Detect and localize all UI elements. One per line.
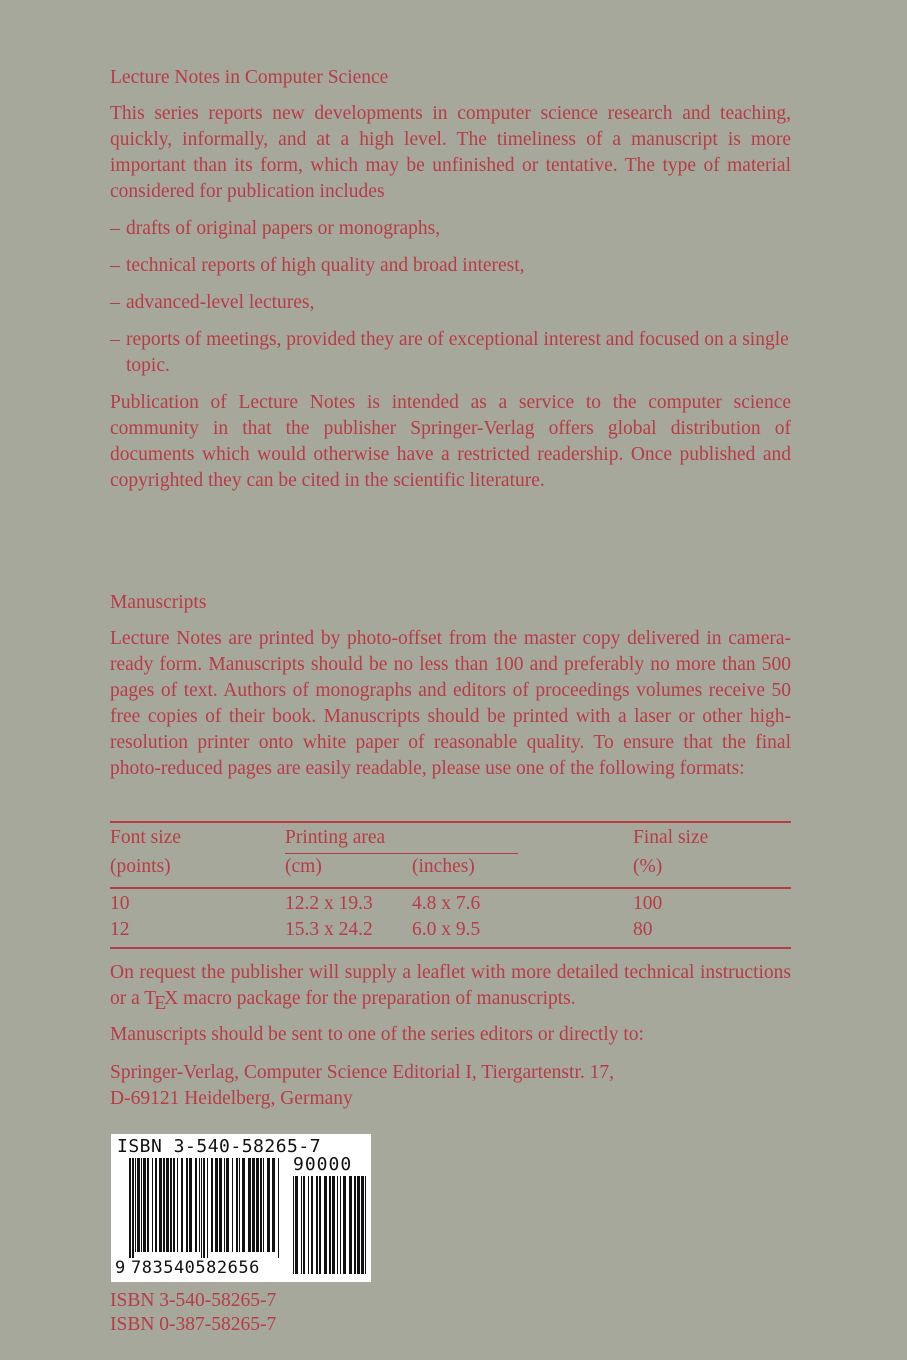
barcode-bar — [173, 1158, 175, 1252]
instructions-section — [110, 960, 791, 1112]
barcode-bar — [242, 1158, 245, 1252]
barcode-bar — [141, 1158, 142, 1252]
barcode-bar — [137, 1158, 140, 1252]
barcode-bar — [343, 1176, 346, 1274]
printing-area-rule — [285, 853, 518, 854]
barcode-addon-digits: 90000 — [293, 1154, 353, 1175]
table-cell: 6.0 x 9.5 — [412, 919, 481, 940]
barcode-bar — [316, 1176, 318, 1274]
addon-bars — [293, 1176, 366, 1274]
barcode-bar — [189, 1158, 192, 1252]
list-item: – advanced-level lectures, — [110, 292, 315, 313]
barcode-bar — [195, 1158, 197, 1252]
barcode-bar — [224, 1158, 225, 1252]
barcode-bar — [170, 1158, 172, 1252]
barcode-bar — [177, 1158, 178, 1252]
barcode-bar — [332, 1176, 335, 1274]
leaflet-note: On request the publisher will supply a leaflet with more detailed technical instructions or a TEX macro package for the preparation of manuscripts. — [110, 962, 791, 1014]
barcode-bar — [132, 1158, 134, 1258]
barcode-bar — [340, 1176, 341, 1274]
barcode-bar — [329, 1176, 331, 1274]
table-bottom-rule — [110, 947, 791, 949]
list-item: – technical reports of high quality and broad interest, — [110, 255, 525, 276]
barcode-bar — [201, 1158, 202, 1258]
table-cell: 4.8 x 7.6 — [412, 893, 481, 914]
barcode-bar — [301, 1176, 302, 1274]
formats-table — [110, 821, 791, 949]
table-cell: 15.3 x 24.2 — [285, 919, 373, 940]
barcode-bar — [361, 1176, 364, 1274]
barcode-label — [111, 1134, 371, 1282]
barcode-bar — [303, 1176, 305, 1274]
table-cell: 10 — [110, 893, 130, 914]
barcode-bar — [143, 1158, 146, 1252]
barcode-bar — [211, 1158, 213, 1252]
barcode-bar — [129, 1158, 131, 1258]
barcode-bar — [308, 1176, 309, 1274]
isbn-list — [110, 1289, 276, 1337]
barcode-bar — [147, 1158, 149, 1252]
list-item: – drafts of original papers or monographs, — [110, 218, 441, 239]
barcode-bar — [181, 1158, 183, 1252]
barcode-bar — [239, 1158, 240, 1252]
barcode-bar — [267, 1158, 270, 1252]
barcode-bar — [186, 1158, 188, 1252]
header-font-size: Font size — [110, 827, 181, 848]
barcode-bar — [207, 1158, 208, 1258]
isbn-line: ISBN 0-387-58265-7 — [110, 1314, 277, 1335]
header-final-unit: (%) — [633, 856, 663, 877]
header-final-size: Final size — [633, 827, 709, 848]
barcode-bar — [199, 1158, 200, 1252]
header-printing-area: Printing area — [285, 827, 386, 848]
barcode-bar — [248, 1158, 251, 1252]
header-cm: (cm) — [285, 856, 322, 877]
list-item: – reports of meetings, provided they are of exceptional interest and focused on a single topic. — [110, 329, 789, 376]
table-cell: 12 — [110, 919, 130, 940]
barcode-bar — [152, 1158, 153, 1252]
barcode-bar — [278, 1158, 279, 1258]
table-header-rule — [110, 887, 791, 889]
send-to-note: Manuscripts should be sent to one of the series editors or directly to: — [110, 1024, 644, 1045]
barcode-bar — [252, 1158, 255, 1252]
barcode-bar — [215, 1158, 218, 1252]
barcode-bar — [219, 1158, 222, 1252]
barcode-bar — [260, 1158, 262, 1252]
barcode-bar — [354, 1176, 356, 1274]
barcode-bar — [159, 1158, 162, 1252]
series-section — [110, 65, 791, 494]
table-cell: 12.2 x 19.3 — [285, 893, 373, 914]
address-line-1: Springer-Verlag, Computer Science Editorial I, Tiergartenstr. 17, — [110, 1062, 614, 1083]
barcode-ean-digits: 783540582656 — [131, 1258, 260, 1278]
barcode-bar — [135, 1158, 136, 1252]
barcode-bar — [293, 1176, 294, 1274]
barcode-bar — [263, 1158, 264, 1252]
barcode-bar — [166, 1158, 169, 1252]
series-closing: Publication of Lecture Notes is intended as a service to the computer science community in that the publisher Springer-Verlag offers global distribution of documents which would otherwise have a restricted readership. Once published and copyrighted they can be cited in the scientific literature. — [110, 392, 791, 491]
barcode-bar — [295, 1176, 298, 1274]
manuscripts-title: Manuscripts — [110, 592, 207, 613]
barcode-lead-digit: 9 — [115, 1258, 126, 1278]
barcode-bar — [232, 1158, 233, 1252]
isbn-line: ISBN 3-540-58265-7 — [110, 1290, 277, 1311]
series-intro: This series reports new developments in computer science research and teaching, quickly, informally, and at a high level. The timeliness of a manuscript is more important than its form, which may be unfinished or tentative. The type of material considered for publication includes — [110, 103, 791, 202]
ean13-bars — [129, 1158, 279, 1258]
address-line-2: D-69121 Heidelberg, Germany — [110, 1088, 353, 1109]
barcode-bar — [155, 1158, 157, 1252]
barcode-bar — [203, 1158, 205, 1258]
barcode-bar — [337, 1176, 338, 1274]
table-cell: 100 — [633, 893, 663, 914]
header-inches: (inches) — [412, 856, 475, 877]
barcode-bar — [319, 1176, 321, 1274]
manuscripts-body: Lecture Notes are printed by photo-offset from the master copy delivered in camera-ready form. Manuscripts should be no less than 100 and preferably no more than 500 pages of text. Authors of monographs and editors of proceedings volumes receive 50 free copies of their book. Manuscripts should be printed with a laser or other high-resolution printer onto white paper of reasonable quality. To ensure that the final photo-reduced pages are easily readable, please use one of the following formats: — [110, 628, 791, 779]
barcode-bar — [163, 1158, 165, 1252]
barcode-bar — [357, 1176, 360, 1274]
barcode-bar — [226, 1158, 229, 1252]
header-font-unit: (points) — [110, 856, 171, 877]
barcode-bar — [236, 1158, 238, 1252]
series-title: Lecture Notes in Computer Science — [110, 67, 389, 88]
barcode-isbn: ISBN 3-540-58265-7 — [117, 1136, 322, 1157]
barcode-bar — [256, 1158, 259, 1252]
barcode-bar — [365, 1176, 366, 1274]
barcode-bar — [349, 1176, 352, 1274]
table-top-rule — [110, 821, 791, 823]
table-cell: 80 — [633, 919, 653, 940]
tex-logo-e: E — [154, 993, 167, 1014]
barcode-bar — [311, 1176, 313, 1274]
manuscripts-section — [110, 590, 791, 782]
barcode-bar — [272, 1158, 275, 1252]
barcode-bar — [324, 1176, 327, 1274]
